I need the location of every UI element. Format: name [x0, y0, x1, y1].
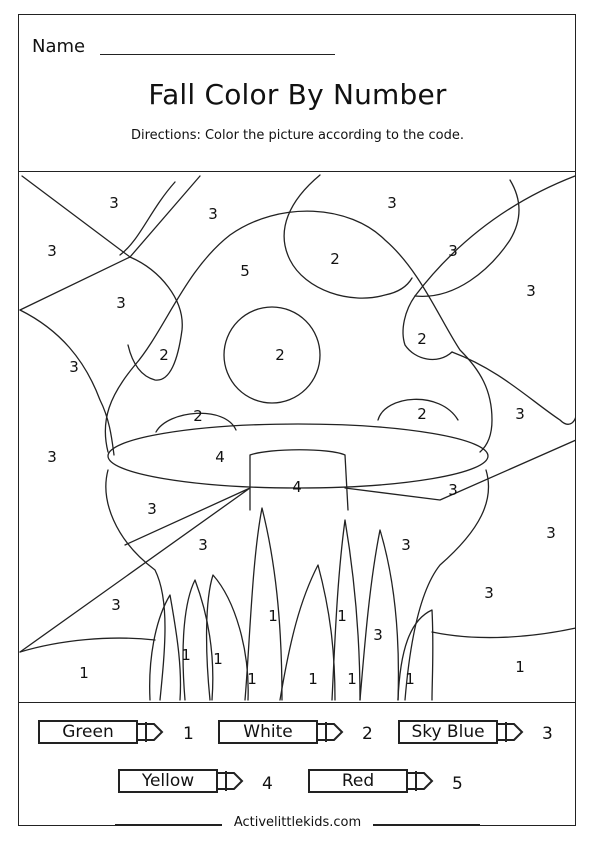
crayon-label: Sky Blue: [398, 720, 498, 744]
cap-spot: [224, 307, 320, 403]
crayon-label: White: [218, 720, 318, 744]
region-line: [130, 176, 200, 257]
region-number: 3: [47, 448, 57, 466]
region-number: 1: [181, 646, 191, 664]
region-number: 3: [373, 626, 383, 644]
region-number: 1: [213, 650, 223, 668]
key-number: 2: [362, 724, 373, 744]
leaf-outline: [20, 310, 114, 455]
leaf-outline: [128, 257, 182, 380]
region-number: 3: [111, 596, 121, 614]
tail-outline: [452, 352, 576, 424]
region-number: 3: [147, 500, 157, 518]
crayon-label: Green: [38, 720, 138, 744]
region-line: [20, 638, 155, 652]
crayon-tip-icon: [406, 769, 434, 793]
key-crayon-yellow: [118, 769, 244, 797]
region-number: 1: [347, 670, 357, 688]
region-number: 3: [448, 481, 458, 499]
crayon-tip-icon: [216, 769, 244, 793]
grass-blade: [398, 610, 433, 700]
region-number: 3: [47, 242, 57, 260]
region-number: 2: [159, 346, 169, 364]
region-number: 5: [240, 262, 250, 280]
region-number: 3: [515, 405, 525, 423]
key-number: 5: [452, 774, 463, 794]
region-number: 1: [308, 670, 318, 688]
footer-site: Activelittlekids.com: [222, 815, 373, 830]
crayon-label: Red: [308, 769, 408, 793]
name-label: Name: [32, 36, 86, 57]
region-line: [20, 257, 130, 310]
region-number: 3: [546, 524, 556, 542]
key-crayon-white: [218, 720, 344, 748]
region-number: 4: [292, 478, 302, 496]
tail-outline: [120, 182, 175, 255]
crayon-tip-icon: [496, 720, 524, 744]
region-number: 3: [387, 194, 397, 212]
name-field[interactable]: [100, 54, 335, 55]
picture-numbers: [47, 194, 556, 688]
region-number: 2: [275, 346, 285, 364]
region-number: 2: [193, 407, 203, 425]
region-number: 3: [116, 294, 126, 312]
cap-spot: [403, 296, 452, 359]
region-number: 1: [405, 670, 415, 688]
region-number: 3: [448, 242, 458, 260]
region-number: 1: [268, 607, 278, 625]
region-line: [432, 628, 576, 638]
leaf-outline: [415, 176, 575, 296]
region-number: 3: [208, 205, 218, 223]
region-number: 3: [526, 282, 536, 300]
region-number: 1: [247, 670, 257, 688]
region-number: 2: [330, 250, 340, 268]
picture-outlines: [20, 175, 576, 700]
region-number: 2: [417, 405, 427, 423]
color-by-number-picture[interactable]: [18, 172, 576, 703]
leaf-outline: [415, 180, 519, 296]
mushroom-body: [405, 470, 489, 700]
page-title: Fall Color By Number: [148, 78, 447, 111]
region-line: [20, 488, 250, 652]
region-number: 4: [215, 448, 225, 466]
region-number: 3: [69, 358, 79, 376]
region-number: 2: [417, 330, 427, 348]
crayon-label: Yellow: [118, 769, 218, 793]
directions-text: Directions: Color the picture according to the code.: [130, 128, 465, 143]
region-number: 3: [109, 194, 119, 212]
key-crayon-red: [308, 769, 434, 797]
key-number: 1: [183, 724, 194, 744]
key-crayon-sky-blue: [398, 720, 524, 748]
key-crayon-green: [38, 720, 164, 748]
footer: [0, 815, 595, 830]
region-number: 1: [515, 658, 525, 676]
mushroom-cap: [105, 211, 492, 452]
crayon-tip-icon: [316, 720, 344, 744]
region-number: 3: [198, 536, 208, 554]
region-line: [345, 440, 576, 500]
region-number: 1: [79, 664, 89, 682]
grass-blade: [360, 530, 398, 700]
region-number: 1: [337, 607, 347, 625]
region-number: 3: [401, 536, 411, 554]
key-number: 4: [262, 774, 273, 794]
region-number: 3: [484, 584, 494, 602]
region-line: [22, 176, 130, 257]
key-number: 3: [542, 724, 553, 744]
crayon-tip-icon: [136, 720, 164, 744]
